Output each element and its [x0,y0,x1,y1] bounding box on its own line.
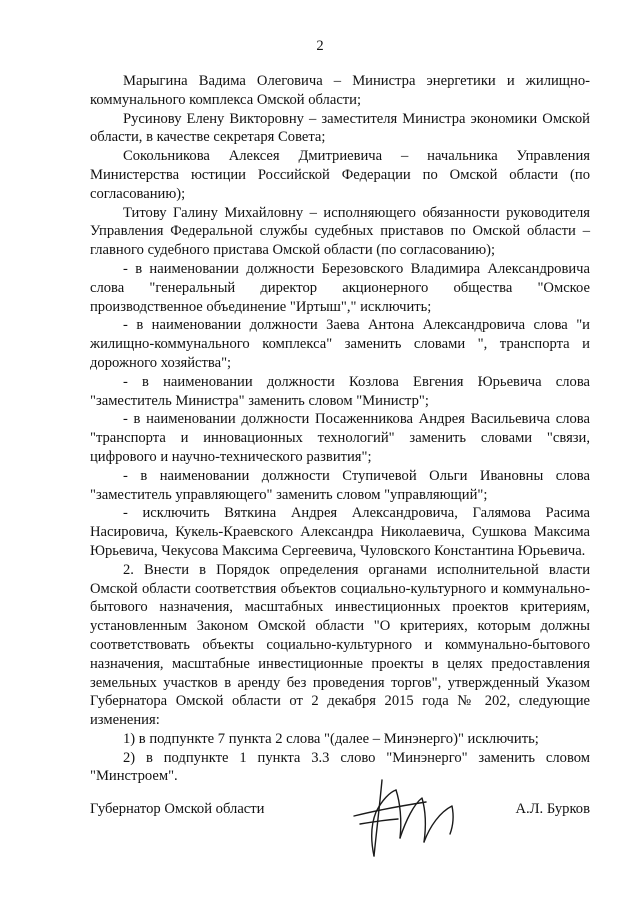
paragraph-berezovsky: - в наименовании должности Березовского Владимира Александровича слова "генеральный директор акционерного общества "Омское производственное объединение "Иртыш"," исключить; [90,260,590,315]
signatory-position: Губернатор Омской области [90,801,265,817]
paragraph-subitem-1: 1) в подпункте 7 пункта 2 слова "(далее – Минэнерго)" исключить; [123,730,539,747]
paragraph-zaev: - в наименовании должности Заева Антона Александровича слова "и жилищно-коммунального комплекса" заменить словами ", транспорта и дорожного хозяйства"; [90,317,590,371]
signature-block [90,800,590,824]
paragraph-stupicheva: - в наименовании должности Ступичевой Ольги Ивановны слова "заместитель управляющего" заменить словом "управляющий"; [90,467,590,503]
paragraph-sokolnikov: Сокольникова Алексея Дмитриевича – начальника Управления Министерства юстиции Российской Федерации по Омской области (по согласованию); [90,148,590,202]
paragraph-marygin: Марыгина Вадима Олеговича – Министра энергетики и жилищно-коммунального комплекса Омской области; [90,73,590,108]
paragraph-exclusions: - исключить Вяткина Андрея Александровича, Галямова Расима Насировича, Кукель-Краевского Александра Николаевича, Сушкова Максима Юрьевича, Чекусова Максима Сергеевича, Чуловского Константина Юрьевича. [90,505,590,559]
paragraph-kozlov: - в наименовании должности Козлова Евгения Юрьевича слова "заместитель Министра" заменить словом "Министр"; [90,373,590,409]
document-body [90,72,590,786]
paragraph-item-2: 2. Внести в Порядок определения органами исполнительной власти Омской области соответствия объектов социально-культурного и коммунально-бытового назначения, масштабных инвестиционных проектов критериям, установленным Законом Омской области "О критериях, которым должны соответствовать объекты социально-культурного и коммунально-бытового назначения, масштабные инвестиционные проекты в целях предоставления земельных участков в аренду без проведения торгов", утвержденный Указом Губернатора Омской области от 2 декабря 2015 года № 202, следующие изменения: [90,561,590,729]
paragraph-posazhennikov: - в наименовании должности Посаженникова Андрея Васильевича слова "транспорта и инновационных технологий" заменить словами "связи, цифрового и научно-технического развития"; [90,411,590,465]
paragraph-rusinova: Русинову Елену Викторовну – заместителя Министра экономики Омской области, в качестве секретаря Совета; [90,110,590,146]
paragraph-titova: Титову Галину Михайловну – исполняющего обязанности руководителя Управления Федеральной службы судебных приставов по Омской области – главного судебного пристава Омской области (по согласованию); [90,204,590,259]
page-number: 2 [316,38,324,54]
paragraph-subitem-2: 2) в подпункте 1 пункта 3.3 слово "Минэнерго" заменить словом "Минстроем". [90,749,590,785]
signatory-name: А.Л. Бурков [515,801,590,817]
